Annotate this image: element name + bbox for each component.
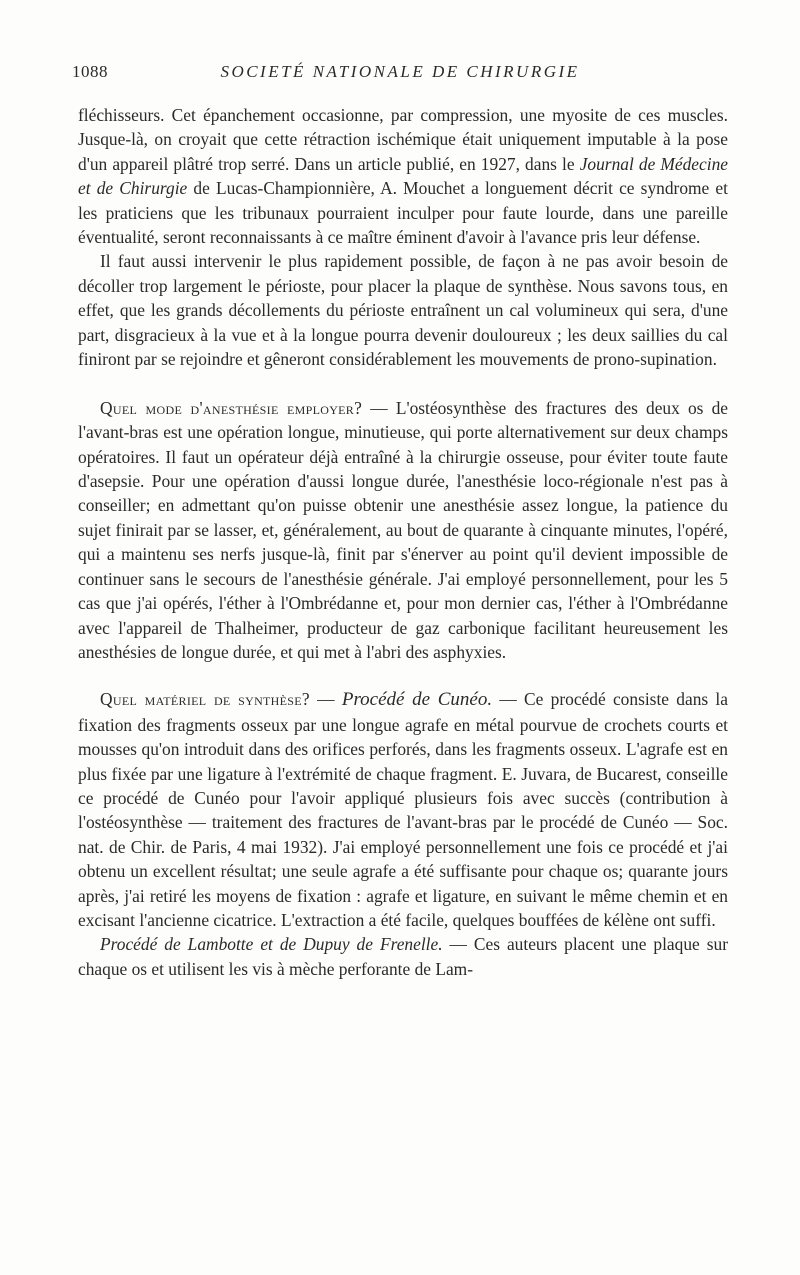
page-number: 1088 [72, 62, 108, 81]
journal-title: Journal de Médecine et de Chirurgie [78, 153, 728, 199]
paragraph-1: fléchisseurs. Cet épanchement occasionne, par compression, une myosite de ces muscles. Jusque-là, on croyait que cette rétraction ischémique était uniquement imputable à la pose d'un appareil plâtré trop serré. Dans un article publié, en 1927, dans le Journal de Médecine et de Chirurgie de Lucas-Championnière, A. Mouchet a longuement décrit ce syndrome et les praticiens que les tribunaux pourraient inculper pour faute lourde, dans une pareille éventualité, seront reconnaissants à ce maître éminent d'avoir à l'avance pris leur défense. [78, 105, 728, 248]
section-heading-materiel: Quel matériel de synthèse? [100, 689, 310, 710]
paragraph-materiel: Quel matériel de synthèse? — Procédé de Cunéo. — Ce procédé consiste dans la fixation des fragments osseux par une longue agrafe en métal pourvue de crochets courts et mousses qu'on introduit dans des orifices perforés, dans les fragments osseux. L'agrafe est en plus fixée par une ligature à l'extrémité de chaque fragment. E. Juvara, de Bucarest, conseille ce procédé de Cunéo pour l'avoir appliqué plusieurs fois avec succès (contribution à l'ostéosynthèse — traitement des fractures de l'avant-bras par le procédé de Cunéo — Soc. nat. de Chir. de Paris, 4 mai 1932). J'ai employé personnellement une fois ce procédé et j'ai obtenu un excellent résultat; une seule agrafe a été suffisante pour chaque os; quarante jours après, j'ai retiré les moyens de fixation : agrafe et ligature, en suivant le même chemin et en excisant l'ancienne cicatrice. L'extraction a été facile, quelques bouffées de kélène ont suffi. [78, 689, 728, 930]
subheading-lambotte: Procédé de Lambotte et de Dupuy de Frenelle. [100, 934, 443, 955]
running-title: SOCIETÉ NATIONALE DE CHIRURGIE [220, 62, 580, 81]
subheading-cuneo: Procédé de Cunéo. [341, 689, 493, 711]
page-header [72, 62, 728, 86]
paragraph-lambotte: Procédé de Lambotte et de Dupuy de Frenelle. — Ces auteurs placent une plaque sur chaque os et utilisent les vis à mèche perforante de Lam- [78, 934, 728, 979]
article-body [78, 103, 728, 981]
section-heading-anesthesia: Quel mode d'anesthésie employer? [100, 397, 363, 418]
paragraph-anesthesia: Quel mode d'anesthésie employer? — L'ostéosynthèse des fractures des deux os de l'avant-bras est une opération longue, minutieuse, qui porte alternativement sur deux champs opératoires. Il faut un opérateur déjà entraîné à la chirurgie osseuse, pour éviter toute faute d'asepsie. Pour une opération d'aussi longue durée, l'anesthésie loco-régionale n'est pas à conseiller; en admettant qu'on puisse obtenir une anesthésie assez longue, la patience du sujet finirait par se lasser, et, généralement, au bout de quarante à cinquante minutes, l'opéré, qui a maintenu ses nerfs jusque-là, finit par s'énerver au point qu'il devient impossible de continuer sans le secours de l'anesthésie générale. J'ai employé personnellement, pour les 5 cas que j'ai opérés, l'éther à l'Ombrédanne et, pour mon dernier cas, l'éther à l'Ombrédanne avec l'appareil de Thalheimer, producteur de gaz carbonique facilitant heureusement les anesthésies de longue durée, et qui met à l'abri des asphyxies. [78, 397, 728, 662]
paragraph-2: Il faut aussi intervenir le plus rapidement possible, de façon à ne pas avoir besoin de décoller trop largement le périoste, pour placer la plaque de synthèse. Nous savons tous, en effet, que les grands décollements du périoste entraînent un cal volumineux qui sera, d'une part, disgracieux à la vue et à la longue pourra devenir douloureux ; les deux saillies du cal finiront par se rejoindre et gêneront considérablement les mouvements de prono-supination. [78, 251, 728, 370]
